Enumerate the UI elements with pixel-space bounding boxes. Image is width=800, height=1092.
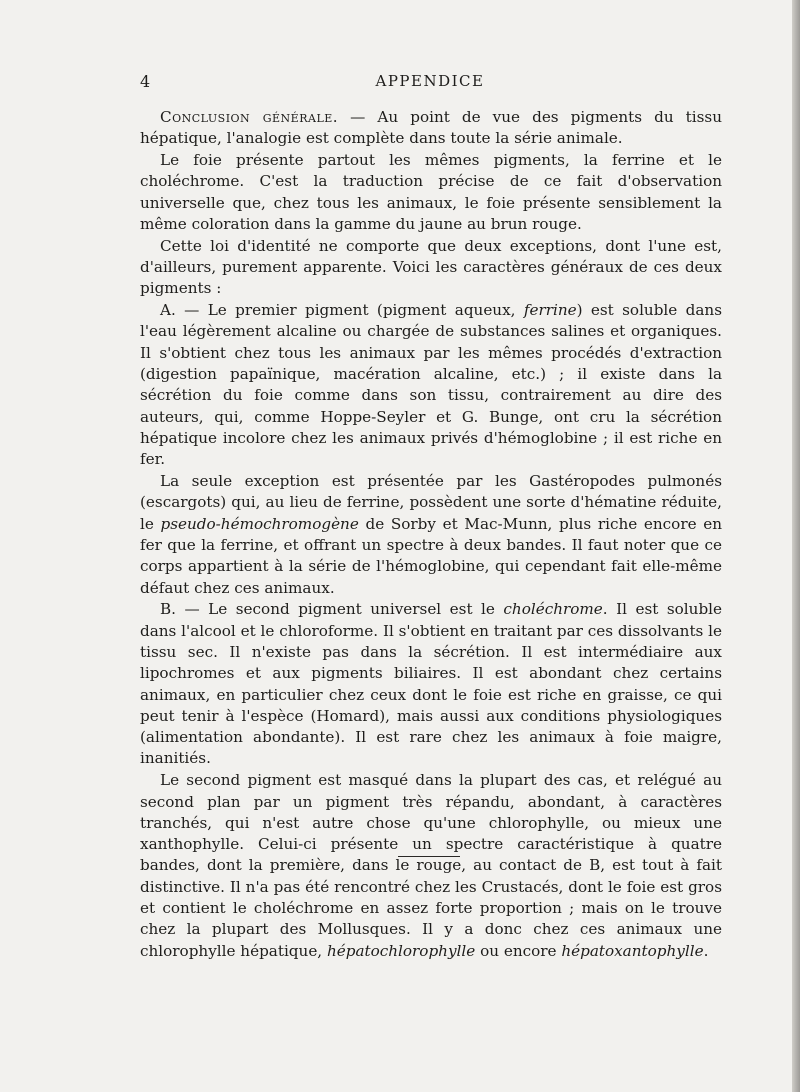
italic-term: hépatoxantophylle xyxy=(561,941,704,960)
page-edge xyxy=(792,0,800,1092)
paragraph-exceptions xyxy=(140,236,722,300)
paragraph-pigment-a xyxy=(140,300,722,470)
paragraph-text: Le foie présente partout les mêmes pigments, la ferrine et le choléchrome. C'est la traduction précise de ce fait d'observation universelle que, chez tous les animaux, le foie présente sensiblement la même coloration dans la gamme du jaune au brun rouge. xyxy=(140,151,722,233)
paragraph-exception-gastropods xyxy=(140,471,722,599)
paragraph-text: . Il est soluble dans l'alcool et le chloroforme. Il s'obtient en traitant par ces dissolvants le tissu sec. Il n'existe pas dans la sécrétion. Il est intermédiaire aux lipochromes et aux pigments biliaires. Il est abondant chez certains animaux, en particulier chez ceux dont le foie est riche en graisse, ce qui peut tenir à l'espèce (Homard), mais aussi aux conditions physiologiques (alimentation abondante). Il est rare chez les animaux à foie maigre, inanitiés. xyxy=(140,600,723,768)
paragraph-pigments xyxy=(140,150,722,235)
paragraph-chlorophyll xyxy=(140,770,722,962)
italic-term: pseudo-hémochromogène xyxy=(160,514,359,533)
paragraph-text: Cette loi d'identité ne comporte que deux exceptions, dont l'une est, d'ailleurs, purement apparente. Voici les caractères généraux de ces deux pigments : xyxy=(140,236,722,298)
section-end-rule xyxy=(398,856,460,857)
page-number: 4 xyxy=(140,72,151,91)
paragraph-text: Le second pigment est masqué dans la plupart des cas, et relégué au second plan par un pigment très répandu, abondant, à caractères tranchés, qui n'est autre chose qu'une chlorophylle, ou mieux une xanthophylle. Celui-ci présente un spectre caractéristique à quatre bandes, dont la première, dans le rouge, au contact de B, est tout à fait distinctive. Il n'a pas été rencontré chez les Crustacés, dont le foie est gros et contient le choléchrome en assez forte proportion ; mais on le trouve chez la plupart des Mollusques. Il y a donc chez ces animaux une chlorophylle hépatique, xyxy=(140,771,722,960)
paragraph-text: ou encore xyxy=(475,941,562,960)
paragraph-text: . xyxy=(703,941,709,960)
paragraph-text: B. — Le second pigment universel est le xyxy=(160,600,504,619)
italic-term: ferrine xyxy=(523,301,577,320)
paragraph-text: de Sorby et Mac-Munn, plus riche encore en fer que la ferrine, et offrant un spectre à deux bandes. Il faut noter que ce corps appartient à la série de l'hémoglobine, qui cependant fait elle-même défaut chez ces animaux. xyxy=(140,514,722,597)
paragraph-text: — Au point de vue des pigments du tissu hépatique, l'analogie est complète dans toute la série animale. xyxy=(140,108,722,148)
running-head: APPENDICE xyxy=(375,72,485,90)
section-lead: Conclusion générale. xyxy=(160,108,339,126)
paragraph-text: La seule exception est présentée par les Gastéropodes pulmonés (escargots) qui, au lieu de ferrine, possèdent une sorte d'hématine réduite, le xyxy=(140,472,722,533)
page-header xyxy=(140,72,720,96)
italic-term: hépatochlorophylle xyxy=(326,941,476,960)
paragraph-pigment-b xyxy=(140,599,722,769)
italic-term: choléchrome xyxy=(503,600,603,619)
paragraph-text: A. — Le premier pigment (pigment aqueux, xyxy=(160,301,524,320)
body-text xyxy=(140,107,722,962)
paragraph-text: ) est soluble dans l'eau légèrement alcaline ou chargée de substances salines et organiques. Il s'obtient chez tous les animaux par les mêmes procédés d'extraction (digestion papaïnique, macération alcaline, etc.) ; il existe dans la sécrétion du foie comme dans son tissu, contrairement au dire des auteurs, qui, comme Hoppe-Seyler et G. Bunge, ont cru la sécrétion hépatique incolore chez les animaux privés d'hémoglobine ; il est riche en fer. xyxy=(140,301,722,469)
paragraph-conclusion xyxy=(140,107,722,150)
